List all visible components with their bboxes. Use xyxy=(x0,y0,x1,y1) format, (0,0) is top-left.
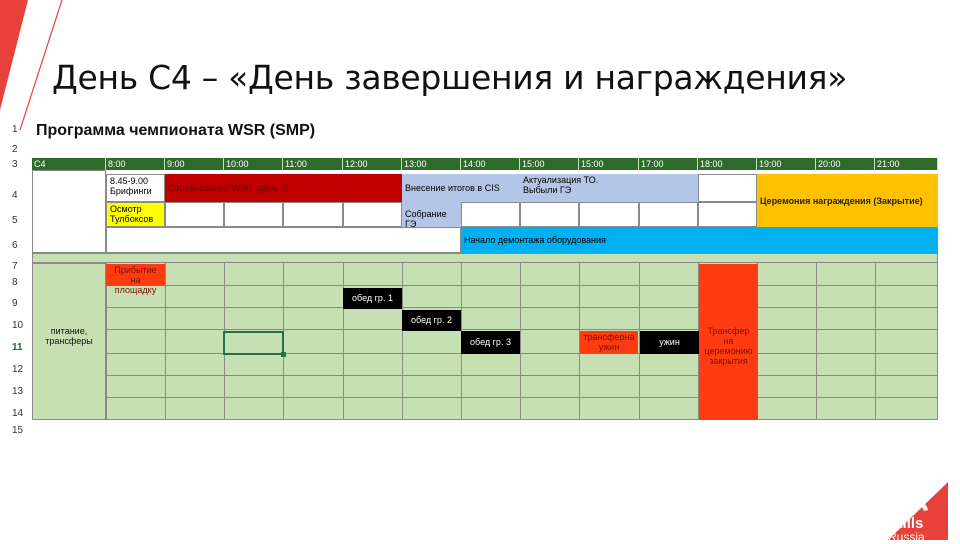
empty-cell[interactable] xyxy=(639,202,698,227)
header-time[interactable]: 20:00 xyxy=(816,158,875,170)
empty-cell[interactable] xyxy=(698,202,757,227)
row-number[interactable]: 13 xyxy=(12,386,24,397)
empty-cell[interactable] xyxy=(224,202,283,227)
header-time[interactable]: 13:00 xyxy=(402,158,461,170)
event-results-cis[interactable]: Внесение итогов в CIS xyxy=(402,174,520,202)
event-dinner[interactable]: ужин xyxy=(640,331,699,354)
empty-cell[interactable] xyxy=(283,202,343,227)
row-number[interactable]: 14 xyxy=(12,408,24,419)
logo-subtitle: Russia xyxy=(888,530,925,544)
header-time[interactable]: 15:00 xyxy=(520,158,579,170)
event-lunch-group1[interactable]: обед гр. 1 xyxy=(343,288,402,309)
row-number[interactable]: 3 xyxy=(12,159,18,170)
empty-cell[interactable] xyxy=(698,174,757,202)
row-number[interactable]: 2 xyxy=(12,144,18,155)
event-competition[interactable]: Соревнования WSR (день 4) xyxy=(165,174,402,202)
selected-cell[interactable] xyxy=(223,331,284,355)
event-expert-meeting[interactable]: Собрание ГЭ xyxy=(402,202,461,227)
logo-word-world: world xyxy=(850,515,886,532)
empty-cell[interactable] xyxy=(520,202,579,227)
row-number[interactable]: 4 xyxy=(12,190,18,201)
row-number[interactable]: 6 xyxy=(12,240,18,251)
header-time[interactable]: 14:00 xyxy=(461,158,520,170)
empty-cell[interactable] xyxy=(165,202,224,227)
row-number[interactable]: 7 xyxy=(12,261,18,272)
event-dismantling[interactable]: Начало демонтажа оборудования xyxy=(461,227,938,253)
row-number[interactable]: 8 xyxy=(12,277,18,288)
fill-handle[interactable] xyxy=(281,352,286,357)
header-time[interactable]: 17:00 xyxy=(639,158,698,170)
empty-cell[interactable] xyxy=(106,227,461,253)
row-number[interactable]: 10 xyxy=(12,320,24,331)
header-time[interactable]: 15:00 xyxy=(579,158,639,170)
event-inspection[interactable]: Осмотр Тулбоксов xyxy=(106,202,165,227)
empty-cell[interactable] xyxy=(32,170,106,253)
header-time[interactable]: 10:00 xyxy=(224,158,283,170)
header-time[interactable]: 19:00 xyxy=(757,158,816,170)
empty-cell[interactable] xyxy=(343,202,402,227)
header-time[interactable]: 11:00 xyxy=(283,158,343,170)
separator-row[interactable] xyxy=(32,253,938,263)
event-actualization[interactable]: Актуализация ТО. Выбыли ГЭ xyxy=(520,174,698,202)
sheet-title: Программа чемпионата WSR (SMP) xyxy=(36,122,316,139)
event-ceremony[interactable]: Церемония награждения (Закрытие) xyxy=(757,174,938,227)
row-number-selected[interactable]: 11 xyxy=(12,342,23,353)
event-lunch-group3[interactable]: обед гр. 3 xyxy=(461,331,520,354)
logo-word-skills: skills xyxy=(885,515,924,532)
row-number[interactable]: 15 xyxy=(12,425,24,436)
empty-cell[interactable] xyxy=(461,202,520,227)
slide-title: День С4 – «День завершения и награждения» xyxy=(52,58,848,97)
empty-cell[interactable] xyxy=(579,202,639,227)
event-transfer-dinner[interactable]: трансферна ужин xyxy=(580,331,638,354)
row-number[interactable]: 5 xyxy=(12,215,18,226)
header-time[interactable]: 12:00 xyxy=(343,158,402,170)
header-time[interactable]: 9:00 xyxy=(165,158,224,170)
header-time[interactable]: 8:00 xyxy=(106,158,165,170)
row-number[interactable]: 1 xyxy=(12,124,18,135)
header-time[interactable]: 18:00 xyxy=(698,158,757,170)
header-time[interactable]: 21:00 xyxy=(875,158,938,170)
row-numbers xyxy=(12,120,32,436)
event-transfer-ceremony[interactable]: Трансфер на церемонию закрытия xyxy=(699,264,758,420)
meals-label[interactable]: питание, трансферы xyxy=(32,263,106,420)
row-number[interactable]: 12 xyxy=(12,364,24,375)
header-day[interactable]: С4 xyxy=(32,158,106,170)
row-number[interactable]: 9 xyxy=(12,298,18,309)
event-lunch-group2[interactable]: обед гр. 2 xyxy=(402,310,461,331)
event-briefing[interactable]: 8.45-9.00 Брифинги xyxy=(106,174,165,202)
event-arrival[interactable]: Прибытие на площадку xyxy=(106,264,165,286)
